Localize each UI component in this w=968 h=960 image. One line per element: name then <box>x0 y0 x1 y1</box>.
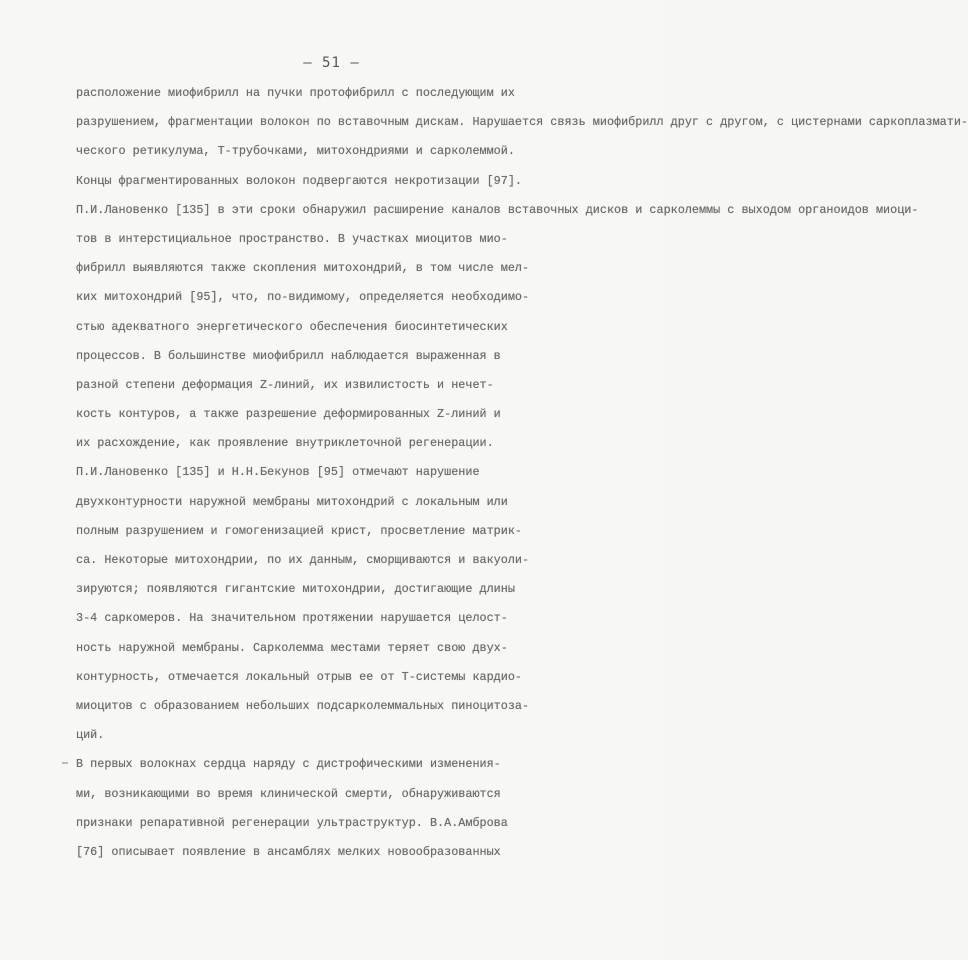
text-line: разной степени деформация Z-линий, их извилистость и нечет- <box>76 377 494 392</box>
text-line: двухконтурности наружной мембраны митохондрий с локальным или <box>76 494 508 509</box>
text-line: стью адекватного энергетического обеспечения биосинтетических <box>76 319 508 334</box>
text-line: В первых волокнах сердца наряду с дистрофическими изменения- <box>76 757 501 772</box>
text-line: ность наружной мембраны. Сарколемма местами теряет свою двух- <box>76 640 508 655</box>
body-text <box>76 79 968 867</box>
text-line: их расхождение, как проявление внутриклеточной регенерации. <box>76 436 494 451</box>
text-line: зируются; появляются гигантские митохондрии, достигающие длины <box>76 582 515 597</box>
text-line: 3-4 саркомеров. На значительном протяжении нарушается целост- <box>76 611 508 626</box>
text-line: разрушением, фрагментации волокон по вставочным дискам. Нарушается связь миофибрилл друг с другом, с цистернами саркоплазмати- <box>76 115 968 130</box>
text-line: П.И.Лановенко [135] и Н.Н.Бекунов [95] отмечают нарушение <box>76 465 480 480</box>
text-line: процессов. В большинстве миофибрилл наблюдается выраженная в <box>76 348 501 363</box>
text-line: ких митохондрий [95], что, по-видимому, определяется необходимо- <box>76 290 530 305</box>
text-line: расположение миофибрилл на пучки протофибрилл с последующим их <box>76 86 515 100</box>
text-line: ческого ретикулума, Т-трубочками, митохондриями и сарколеммой. <box>76 144 515 159</box>
text-line: признаки репаративной регенерации ультраструктур. В.А.Амброва <box>76 815 508 830</box>
text-line: контурность, отмечается локальный отрыв ее от Т-системы кардио- <box>76 669 522 684</box>
text-line: П.И.Лановенко [135] в эти сроки обнаружил расширение каналов вставочных дисков и сарколеммы с выходом органоидов миоци- <box>76 202 919 217</box>
text-line: миоцитов с образованием небольших подсарколеммальных пиноцитоза- <box>76 698 530 713</box>
text-line: полным разрушением и гомогенизацией крист, просветление матрик- <box>76 523 522 538</box>
text-line: ций. <box>76 728 105 743</box>
text-line: фибрилл выявляются также скопления митохондрий, в том числе мел- <box>76 261 530 276</box>
text-line: са. Некоторые митохондрии, по их данным, сморщиваются и вакуоли- <box>76 553 530 567</box>
text-line: [76] описывает появление в ансамблях мелких новообразованных <box>76 844 501 859</box>
scan-speck <box>62 762 68 764</box>
text-line: Концы фрагментированных волокон подвергаются некротизации [97]. <box>76 173 522 188</box>
text-line: кость контуров, а также разрешение деформированных Z-линий и <box>76 407 501 422</box>
text-line: ми, возникающими во время клинической смерти, обнаруживаются <box>76 786 501 801</box>
text-line: тов в интерстициальное пространство. В участках миоцитов мио- <box>76 231 508 246</box>
page-number: – 51 – <box>303 55 360 71</box>
